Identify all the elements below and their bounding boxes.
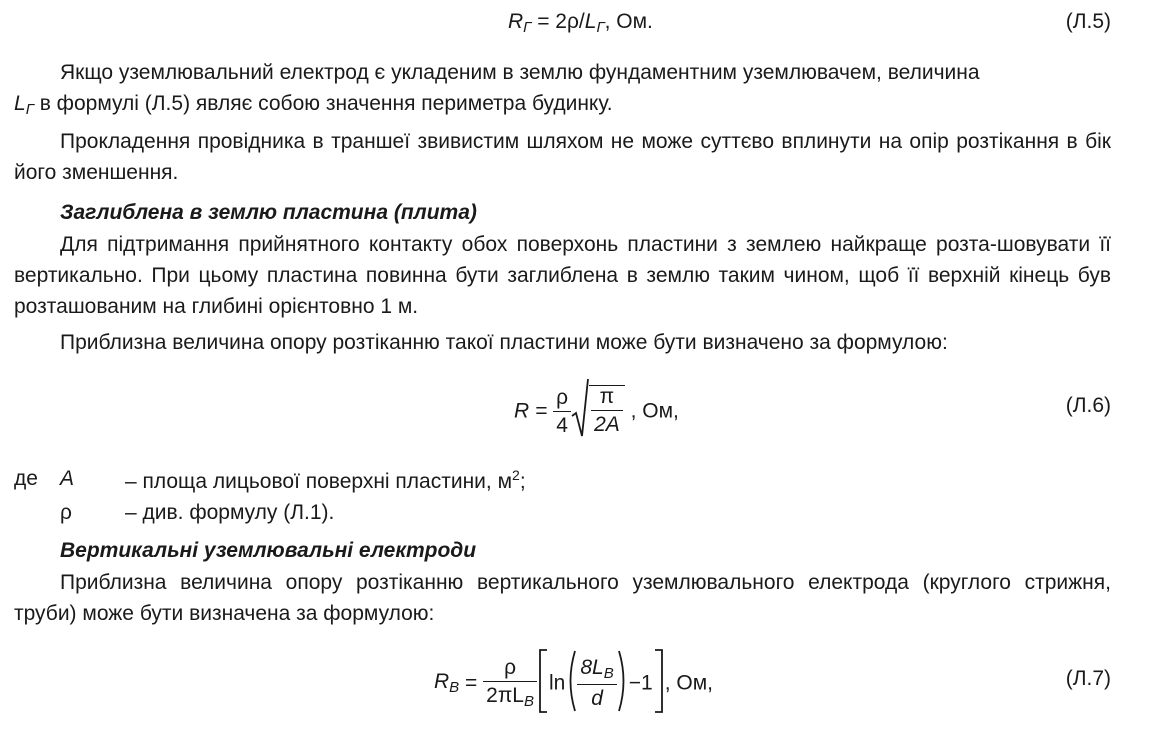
where-desc-rho: – див. формулу (Л.1). xyxy=(125,501,335,524)
equation-l5: $R_Г = 2\rho/L_Г$, Ом. xyxy=(508,10,653,36)
fraction-pi-over-2a: $\frac{\pi}{2A}$ xyxy=(589,385,625,435)
equation-l7: $R_B$ = $\frac{\rho}{2\pi L_B}$ ln $\frac{8L_B}{d}$ −1 , Ом, xyxy=(434,648,713,714)
right-paren xyxy=(617,648,629,718)
equation-number-l5: (Л.5) xyxy=(1065,10,1111,33)
paragraph-vertical-formula-intro: Приблизна величина опору розтіканню вертикального уземлювального електрода (круглого стрижня, труби) може бути визначена за формулою: xyxy=(14,571,1111,625)
paragraph-plate-contact: Для підтримання прийнятного контакту обох поверхонь пластини з землею найкраще розта-шовувати її вертикально. При цьому пластина повинна бути заглиблена в землю таким чином, щоб її верхній кінець був розташованим на глибині орієнтовно 1 м. xyxy=(14,233,1111,318)
fraction-rho-over-4: $\frac{\rho}{4}$ xyxy=(553,387,571,436)
right-square-bracket-symbol xyxy=(653,648,665,714)
where-label: де xyxy=(14,467,38,490)
sqrt-sign xyxy=(571,378,589,444)
right-parenthesis-symbol xyxy=(617,648,629,714)
equation-number-l7: (Л.7) xyxy=(1065,667,1111,690)
where-symbol-a: A xyxy=(60,467,75,490)
left-square-bracket-symbol xyxy=(537,648,549,714)
section-heading-vertical-electrodes: Вертикальні уземлювальні електроди xyxy=(60,539,477,562)
section-heading-plate: Заглиблена в землю пластина (плита) xyxy=(60,201,477,224)
fraction-8lb-over-d: $\frac{8L_B}{d}$ xyxy=(577,657,616,709)
where-desc-a: – площа лицьової поверхні пластини, $м^2$; xyxy=(125,467,526,493)
right-bracket xyxy=(653,648,665,718)
equation-l6: R = $\frac{\rho}{4}$ $\frac{\pi}{2A}$ , Ом, xyxy=(514,378,679,440)
left-bracket xyxy=(537,648,549,718)
paragraph-foundation: Якщо уземлювальний електрод є укладеним в землю фундаментним уземлювачем, величина $L_Г$ в формулі (Л.5) являє собою значення периметра будинку. xyxy=(14,61,980,118)
equation-number-l6: (Л.6) xyxy=(1065,394,1111,417)
fraction-rho-over-2pi-lb: $\frac{\rho}{2\pi L_B}$ xyxy=(483,657,537,709)
where-symbol-rho: ρ xyxy=(60,501,72,524)
left-parenthesis-symbol xyxy=(565,648,577,714)
paragraph-plate-formula-intro: Приблизна величина опору розтіканню такої пластини може бути визначено за формулою: xyxy=(60,331,948,354)
sqrt-symbol xyxy=(571,378,589,440)
paragraph-trench: Прокладення провідника в траншеї звивистим шляхом не може суттєво вплинути на опір розтікання в бік його зменшення. xyxy=(14,130,1111,184)
left-paren xyxy=(565,648,577,718)
